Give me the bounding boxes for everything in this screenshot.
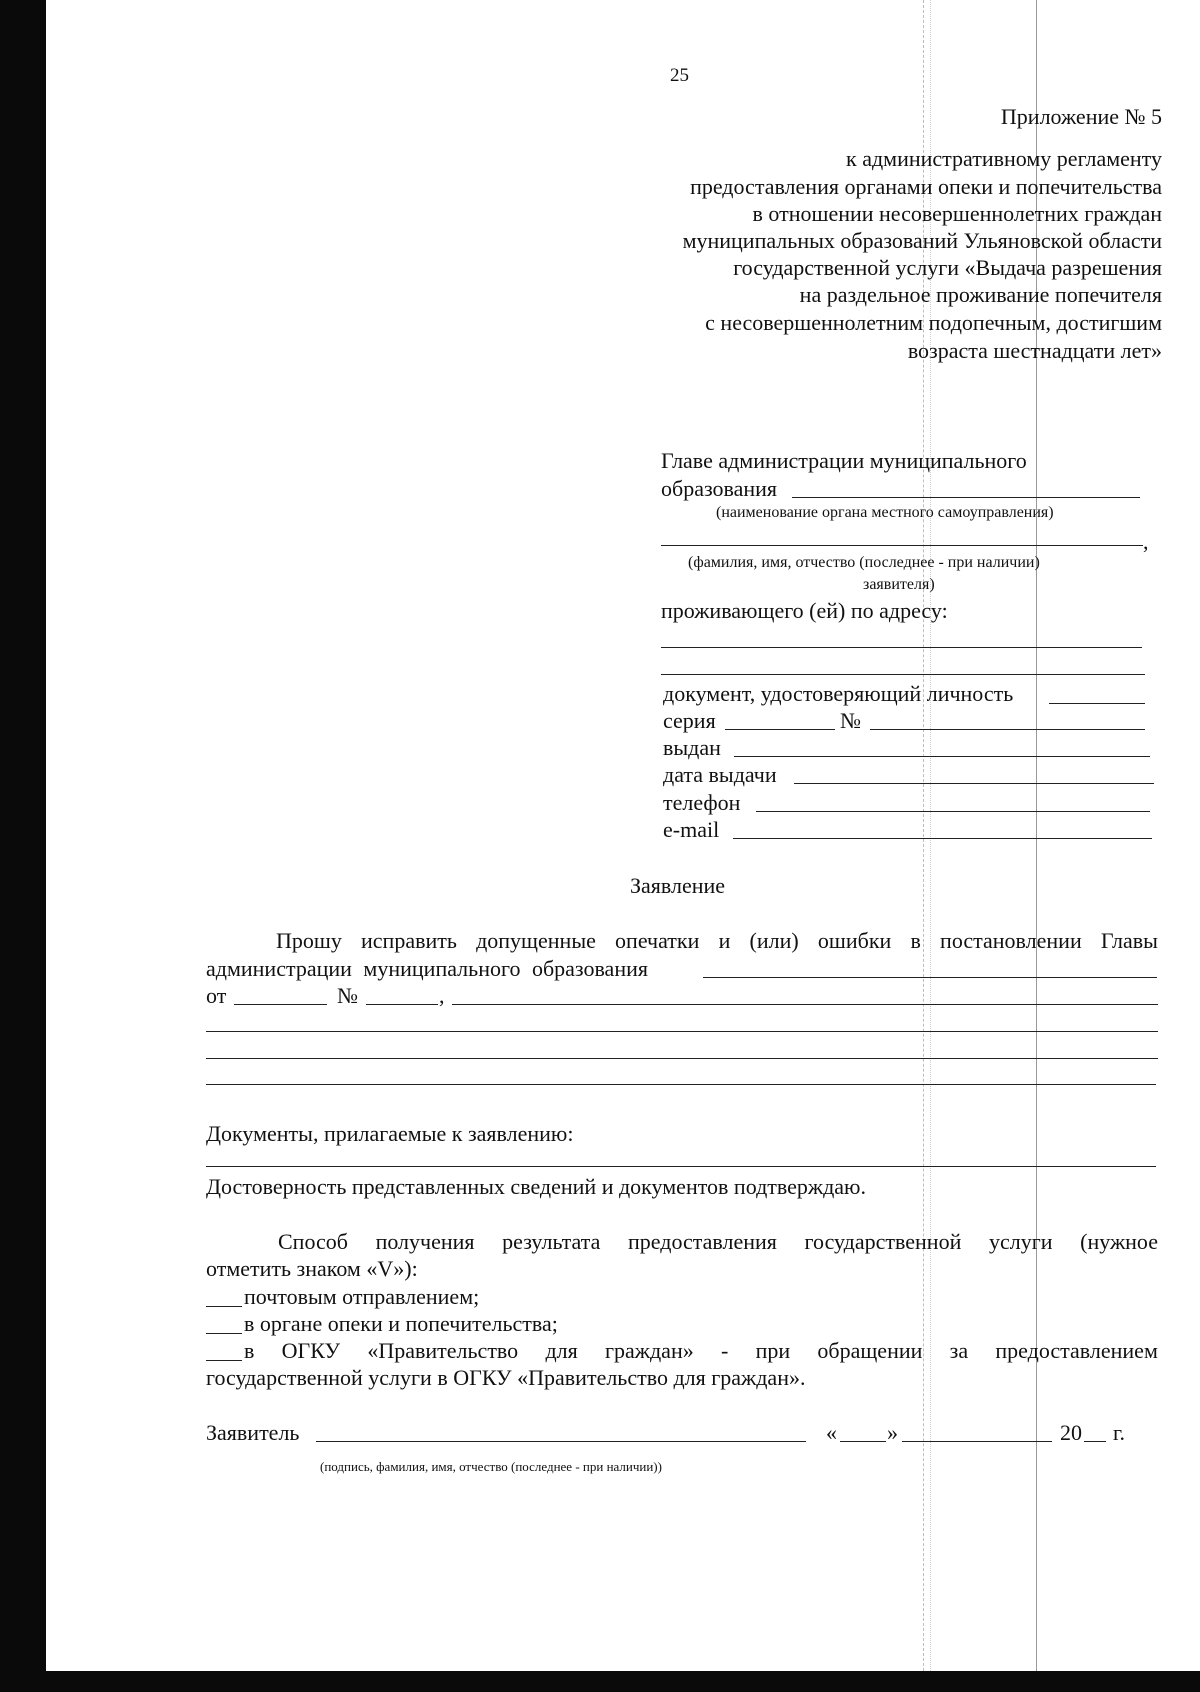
passport-number-field[interactable] [870, 729, 1145, 730]
page-number: 25 [670, 65, 689, 86]
quote-close: » [887, 1420, 898, 1445]
appendix-line: предоставления органами опеки и попечительства [690, 174, 1162, 199]
statement-paragraph-line2: администрации муниципального образования [206, 956, 648, 981]
phone-field[interactable] [756, 811, 1150, 812]
id-doc-label: документ, удостоверяющий личность [663, 681, 1014, 706]
statement-paragraph-line1: Прошу исправить допущенные опечатки и (или) ошибки в постановлении Главы [276, 928, 1158, 953]
address-field-1[interactable] [661, 647, 1142, 648]
option-post: почтовым отправлением; [244, 1284, 480, 1309]
option-guardianship: в органе опеки и попечительства; [244, 1311, 558, 1336]
appendix-line: с несовершеннолетним подопечным, достигшим [705, 310, 1162, 335]
issued-by-label: выдан [663, 735, 721, 760]
year-suffix: г. [1113, 1420, 1126, 1445]
appendix-line: в отношении несовершеннолетних граждан [752, 201, 1162, 226]
fio-comma: , [1143, 529, 1149, 554]
month-field[interactable] [902, 1441, 1052, 1442]
quote-open: « [826, 1420, 837, 1445]
email-field[interactable] [733, 838, 1152, 839]
issued-by-field[interactable] [734, 756, 1150, 757]
decree-number-sign: № [337, 983, 358, 1008]
option-ogku-line1: в ОГКУ «Правительство для граждан» - при обращении за предоставлением [244, 1338, 1158, 1363]
number-sign: № [840, 708, 861, 733]
confirmation-text: Достоверность представленных сведений и документов подтверждаю. [206, 1174, 866, 1199]
scan-border-left [0, 0, 46, 1692]
appendix-line: на раздельное проживание попечителя [799, 282, 1162, 307]
checkbox-ogku[interactable] [206, 1360, 242, 1361]
year-prefix: 20 [1060, 1420, 1082, 1445]
org-name-field[interactable] [792, 497, 1140, 498]
appendix-line: к административному регламенту [846, 146, 1162, 171]
method-intro-line1: Способ получения результата предоставления государственной услуги (нужное [278, 1229, 1158, 1254]
signature-field[interactable] [316, 1441, 806, 1442]
series-field[interactable] [725, 729, 835, 730]
correction-field-2[interactable] [206, 1031, 1158, 1032]
signature-hint: (подпись, фамилия, имя, отчество (последнее - при наличии)) [320, 1459, 662, 1474]
email-label: e-mail [663, 817, 720, 842]
series-label: серия [663, 708, 716, 733]
scan-border-bottom [0, 1671, 1200, 1692]
decree-date-field[interactable] [234, 1004, 327, 1005]
addressee-head: Главе администрации муниципального [661, 448, 1027, 473]
from-label: от [206, 983, 227, 1008]
appendix-title: Приложение № 5 [1000, 104, 1162, 129]
fio-hint: (фамилия, имя, отчество (последнее - при наличии) [688, 554, 1040, 571]
addressee-org-label: образования [661, 476, 778, 501]
issue-date-field[interactable] [794, 783, 1154, 784]
appendix-line: государственной услуги «Выдача разрешения [733, 255, 1162, 280]
applicant-label: Заявитель [206, 1420, 300, 1445]
correction-field-3[interactable] [206, 1058, 1158, 1059]
municipality-field[interactable] [703, 977, 1157, 978]
decree-number-field[interactable] [366, 1004, 438, 1005]
correction-field-1[interactable] [452, 1004, 1158, 1005]
phone-label: телефон [663, 790, 741, 815]
appendix-line: возраста шестнадцати лет» [907, 338, 1162, 363]
fio-hint-2: заявителя) [863, 576, 935, 593]
correction-field-4[interactable] [206, 1084, 1156, 1085]
statement-title: Заявление [630, 873, 726, 898]
checkbox-guardianship[interactable] [206, 1333, 242, 1334]
id-doc-field[interactable] [1049, 703, 1145, 704]
day-field[interactable] [840, 1441, 886, 1442]
org-name-hint: (наименование органа местного самоуправления) [716, 504, 1054, 521]
appendix-line: муниципальных образований Ульяновской области [682, 228, 1162, 253]
issue-date-label: дата выдачи [663, 762, 777, 787]
documents-label: Документы, прилагаемые к заявлению: [206, 1121, 574, 1146]
residing-label: проживающего (ей) по адресу: [661, 598, 948, 623]
year-field[interactable] [1084, 1441, 1106, 1442]
address-field-2[interactable] [661, 674, 1145, 675]
documents-field[interactable] [206, 1166, 1156, 1167]
checkbox-post[interactable] [206, 1306, 242, 1307]
decree-comma: , [439, 983, 445, 1008]
option-ogku-line2: государственной услуги в ОГКУ «Правительство для граждан». [206, 1365, 806, 1390]
method-intro-line2: отметить знаком «V»): [206, 1256, 418, 1281]
applicant-fio-field[interactable] [661, 545, 1143, 546]
